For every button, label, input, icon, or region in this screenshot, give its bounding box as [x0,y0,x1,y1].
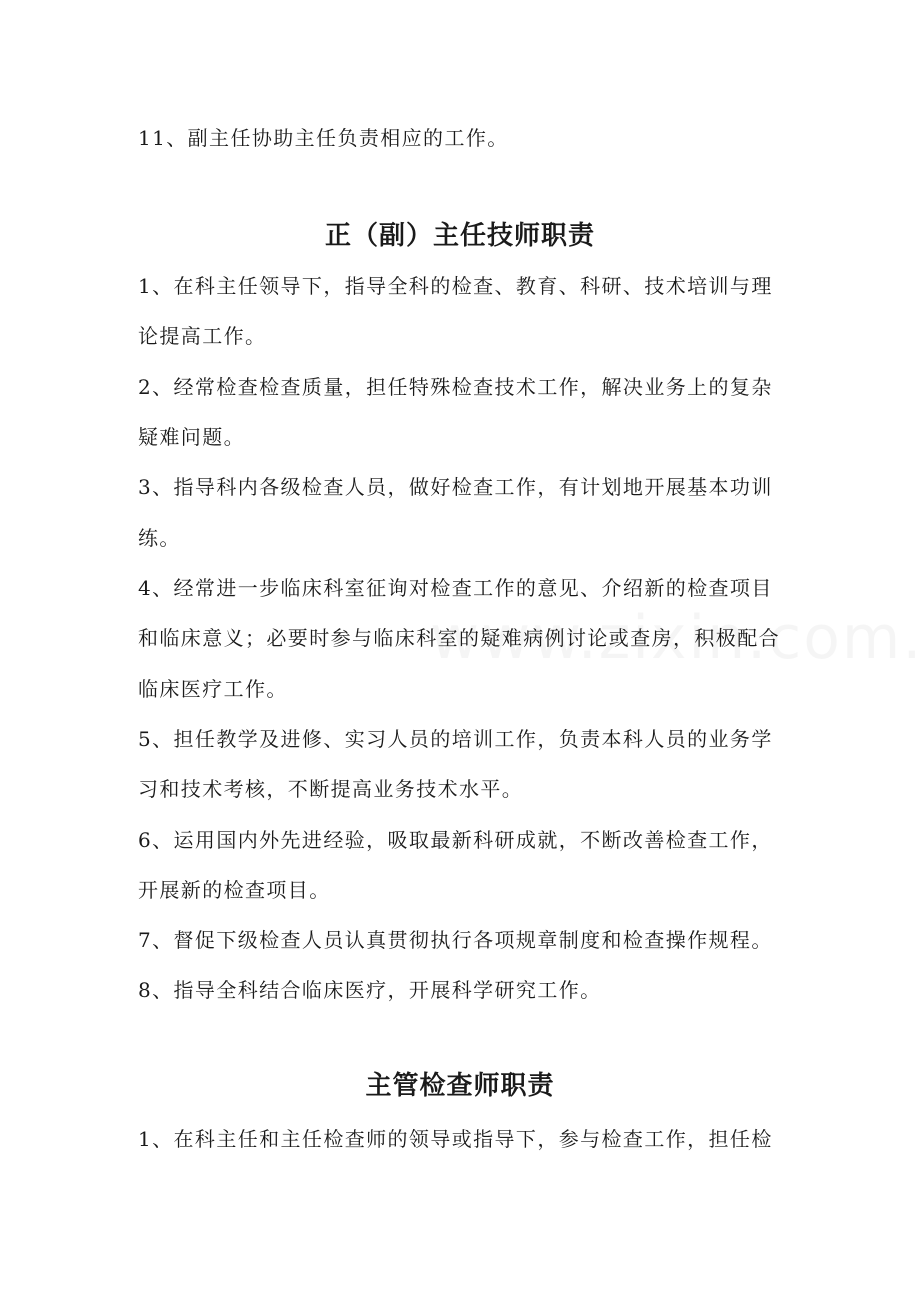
paragraph-line: 4、经常进一步临床科室征询对检查工作的意见、介绍新的检查项目 [138,576,773,600]
section-title-supervisor: 主管检查师职责 [365,1071,555,1101]
paragraph-line: 临床医疗工作。 [138,677,288,701]
paragraph-line: 和临床意义；必要时参与临床科室的疑难病例讨论或查房，积极配合 [138,626,780,650]
paragraph-line: 7、督促下级检查人员认真贯彻执行各项规章制度和检查操作规程。 [138,928,773,952]
paragraph-line: 3、指导科内各级检查人员，做好检查工作，有计划地开展基本功训 [138,475,773,499]
section-title-chief-technician: 正（副）主任技师职责 [324,221,595,251]
paragraph-line: 论提高工作。 [138,324,267,348]
paragraph-line: 疑难问题。 [138,425,245,449]
paragraph-line: 开展新的检查项目。 [138,878,331,902]
paragraph-line: 6、运用国内外先进经验，吸取最新科研成就，不断改善检查工作， [138,828,773,852]
paragraph-line: 2、经常检查检查质量，担任特殊检查技术工作，解决业务上的复杂 [138,375,773,399]
paragraph-line: 5、担任教学及进修、实习人员的培训工作，负责本科人员的业务学 [138,727,773,751]
paragraph-line: 1、在科主任和主任检查师的领导或指导下，参与检查工作，担任检 [138,1127,773,1151]
paragraph-line: 1、在科主任领导下，指导全科的检查、教育、科研、技术培训与理 [138,274,773,298]
intro-line: 11、副主任协助主任负责相应的工作。 [138,126,509,150]
paragraph-line: 练。 [138,526,181,550]
paragraph-line: 8、指导全科结合临床医疗，开展科学研究工作。 [138,978,602,1002]
paragraph-line: 习和技术考核，不断提高业务技术水平。 [138,777,524,801]
